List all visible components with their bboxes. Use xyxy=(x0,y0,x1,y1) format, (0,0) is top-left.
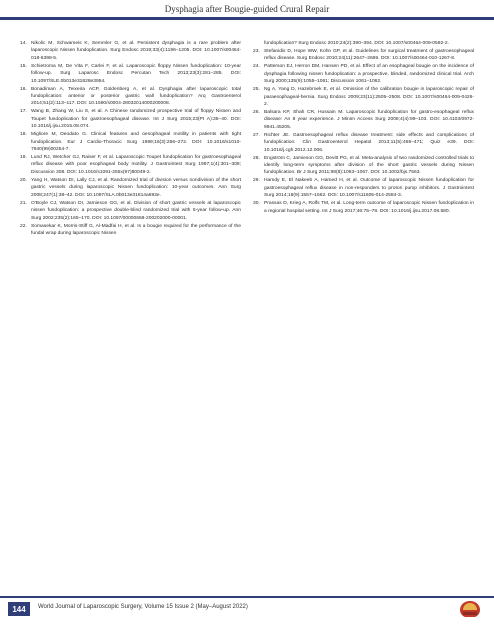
reference-item xyxy=(20,131,241,153)
reference-item xyxy=(20,63,241,85)
publisher-logo xyxy=(458,600,482,620)
reference-text: Richter JE. Gastroesophageal reflux disease treatment: side effects and complications of fundoplication. Clin Gastroenterol Hepatol 2013;11(5):465–471; Quiz e39. DOI: 10.1016/j.cgh.2012.12.006. xyxy=(264,132,474,153)
reference-text: Stefanidis D, Hope WW, Kohn GP, et al. Guidelines for surgical treatment of gastroesophageal reflux disease. Surg Endosc 2010;24(11):2647–2669. DOI: 10.1007/s00464-010-1267-8. xyxy=(264,49,474,62)
header-rule xyxy=(0,17,494,20)
reference-number xyxy=(253,40,264,47)
reference-item xyxy=(253,63,474,85)
reference-item xyxy=(253,86,474,108)
reference-text: Bonadiman A, Teixeira ACP, Goldenberg A, et al. Dysphagia after laparoscopic total fundoplication: anterior or posterior gastric wall fundoplication? Arq Gastroenterol 2014;51(2):113–117. DOI: 10.1590/s0004-28032014000200008. xyxy=(31,86,241,107)
reference-number: 20. xyxy=(20,177,27,183)
reference-number: 21. xyxy=(20,200,27,206)
reference-item xyxy=(20,40,241,62)
reference-text: Hamdy E, El Nakeeb A, Hamed H, et al. Outcome of laparoscopic Nissen fundoplication for gastroesophageal reflux disease in non-responders to proton pump inhibitors. J Gastrointest Surg 2014;18(9):1557–1562. DOI: 10.1007/s11605-014-2584-3. xyxy=(264,178,474,199)
footer-rule xyxy=(0,596,494,598)
reference-number: 30. xyxy=(253,201,260,207)
reference-text: Migliore M, Deodato G. Clinical features and oesophageal motility in patients with tight fundoplication. Eur J Cardio-Thoracic Surg 1999;16(3):266–272. DOI: 10.1016/s1010-7940(99)00254-7. xyxy=(31,132,241,153)
reference-item xyxy=(20,108,241,130)
reference-item xyxy=(253,40,474,47)
reference-item xyxy=(253,177,474,199)
reference-text: Lund RJ, Wetcher GJ, Raiser F, et al. Laparoscopic Toupet fundoplication for gastroesophageal reflux disease with poor esophageal body motility. J Gastrointest Surg 1997;1(4):301–308; Discussion 308. DOI: 10.1016/s1091-255x(97)80049-2. xyxy=(31,155,241,175)
reference-item xyxy=(253,155,474,177)
reference-number: 29. xyxy=(253,178,260,184)
reference-text: O'Boyle CJ, Watson DI, Jamieson GG, et al. Division of short gastric vessels at laparoscopic nissen fundoplication: a prospective double-blind randomized trial with 5-year follow-up. Ann Surg 2002;235(2):165–170. DOI: 10.1097/00000658-200202000-00001. xyxy=(31,200,241,221)
reference-item xyxy=(253,132,474,154)
reference-item xyxy=(20,200,241,222)
reference-text: Wang B, Zhang W, Liu S, et al. A Chinese randomized prospective trial of floppy Nissen and Toupet fundoplication for gastroesophageal disease. Int J Surg 2015;23(Pt A):35–40. DOI: 10.1016/j.ijsu.2015.08.074. xyxy=(31,109,241,130)
reference-number: 17. xyxy=(20,109,27,115)
reference-number: 19. xyxy=(20,155,27,161)
reference-number: 18. xyxy=(20,132,27,138)
left-column xyxy=(20,40,241,238)
references-columns xyxy=(20,40,474,238)
reference-item xyxy=(20,177,241,199)
reference-text: fundoplication? Surg Endosc 2010;24(2):390–394. DOI: 10.1007/s00464-009-0592-2. xyxy=(264,41,449,46)
reference-text: Prassas D, Krieg A, Rolfs TM, et al. Long-term outcome of laparoscopic Nissen fundoplication in a regional hospital setting. Int J Surg 2017;46:75–78. DOI: 10.1016/j.ijsu.2017.08.580. xyxy=(264,201,474,214)
reference-item xyxy=(20,223,241,238)
reference-number: 24. xyxy=(253,64,260,70)
reference-text: Somasekar K, Morris-Stiff G, Al-Madfai H, et al. Is a bougie required for the performance of the fundal wrap during laparoscopic Nissen xyxy=(31,223,241,236)
reference-text: Yang H, Watson DI, Lally CJ, et al. Randomized trial of division versus nondivision of the short gastric vessels during laparoscopic Nissen fundoplication: 10-year outcomes. Ann Surg 2008;247(1):38–42. DOI: 10.1097/SLA.0b013e31814a693e. xyxy=(31,177,241,198)
reference-text: Nikolic M, Schwameis K, Semmler G, et al. Persistent dysphagia is a rare problem after laparoscopic Nissen fundoplication. Surg Endosc 2019;33(4):1196–1205. DOI: 10.1007/s00464-018-6398-5. xyxy=(31,41,241,61)
reference-number: 16. xyxy=(20,86,27,92)
reference-text: Schietroma M, De Vita F, Carlei F, et al. Laparoscopic floppy Nissen fundoplication: 10-year follow-up. Surg Laparosc Endosc Percutan Tech 2013;23(3):281–285. DOI: 10.1097/SLE.0b013e31828e3954. xyxy=(31,63,241,84)
reference-number: 15. xyxy=(20,63,27,69)
reference-item xyxy=(253,109,474,131)
reference-item xyxy=(20,86,241,108)
reference-text: Patterson EJ, Herron DM, Hansen PD, et al. Effect of an esophageal bougie on the incidence of dysphagia following nissen fundoplication: a prospective, blinded, randomized clinical trial. Arch Surg 2000;135(9):1055–1061; Discussion 1061–1062. xyxy=(264,64,474,85)
reference-item xyxy=(20,154,241,176)
reference-number: 22. xyxy=(20,223,27,229)
reference-number: 27. xyxy=(253,132,260,138)
running-head: Dysphagia after Bougie-guided Crural Repair xyxy=(164,4,330,14)
reference-number: 28. xyxy=(253,155,260,161)
reference-number: 25. xyxy=(253,87,260,93)
reference-text: Balsara KP, Shah CR, Hussain M. Laparoscopic fundoplication for gastro-esophageal reflux disease: An 8 year experience. J Minim Access Surg 2008;4(4):99–103. DOI: 10.4103/0972-9941.45205. xyxy=(264,110,474,130)
journal-citation: World Journal of Laparoscopic Surgery, Volume 15 Issue 2 (May–August 2022) xyxy=(38,604,248,610)
reference-number: 23. xyxy=(253,49,260,54)
reference-text: Engström C, Jamieson GG, Devitt PG, et al. Meta-analysis of two randomized controlled trials to identify long-term symptoms after division of the short gastric vessels during Nissen fundoplication. Br J Surg 2011;98(8):1063–1067. DOI: 10.1002/bjs.7563. xyxy=(264,155,474,176)
page-number: 144 xyxy=(8,602,30,616)
reference-text: Ng A, Yang D, Hazebroek E, et al. Omission of the calibration bougie in laparoscopic repair of paraesophageal-hernia. Surg Endosc 2009;23(11):2505–2508. DOI: 10.1007/s00464-009-0426-2. xyxy=(264,87,474,108)
reference-item xyxy=(253,200,474,215)
right-column xyxy=(253,40,474,238)
reference-item xyxy=(253,48,474,63)
reference-number: 26. xyxy=(253,110,260,116)
reference-number: 14. xyxy=(20,41,27,46)
